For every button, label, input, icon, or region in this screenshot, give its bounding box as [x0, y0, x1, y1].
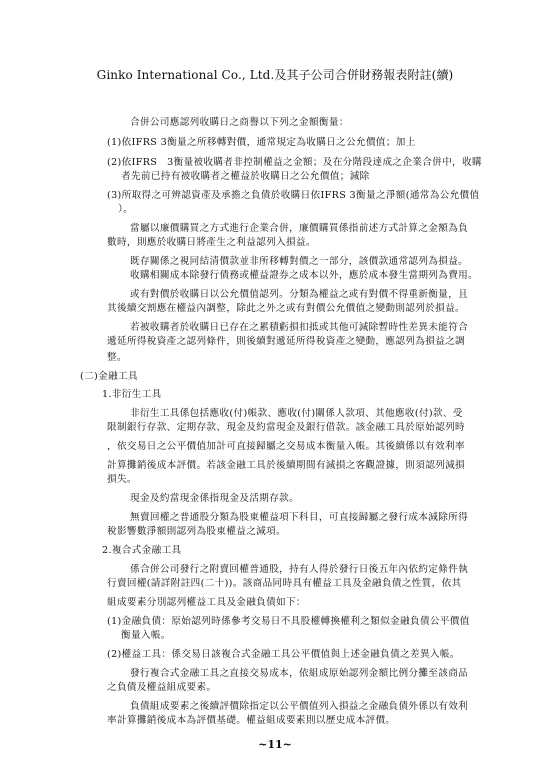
text-line: 稅影響數淨額則認列為股東權益之減項。: [107, 526, 286, 537]
text-line: ）。: [118, 204, 134, 215]
text-line: 計算攤銷後成本評價。若該金融工具於後續期間有減損之客觀證據，則須認列減損: [107, 460, 465, 471]
text-line: (2)權益工具：係交易日該複合式金融工具公平價值與上述金融負債之差異入帳。: [107, 649, 460, 660]
text-line: 損失。: [107, 474, 137, 485]
text-line: 收購相關成本除發行債務或權益證券之成本以外，應於成本發生當期列為費用。: [130, 270, 479, 281]
text-line: 無賣回權之普通股分類為股東權益項下科目，可直接歸屬之發行成本減除所得: [130, 512, 469, 523]
text-line: (1)金融負債：原始認列時係參考交易日不具股權轉換權利之類似金融負債公平價值: [107, 616, 470, 627]
text-line: 既存關係之視同結清價款並非所移轉對價之一部分，該價款通常認列為損益。: [130, 256, 469, 267]
text-line: 係合併公司發行之附賣回權普通股，持有人得於發行日後五年內依約定條件執: [130, 564, 469, 575]
text-line: 限制銀行存款、定期存款、現金及約當現金及銀行借款。該金融工具於原始認列時: [107, 422, 465, 433]
text-line: 現金及約當現金係指現金及活期存款。: [130, 493, 300, 504]
text-line: 之負債及權益組成要素。: [107, 682, 217, 693]
text-line: ，依交易日之公平價值加計可直接歸屬之交易成本衡量入帳。其後續係以有效利率: [107, 441, 465, 452]
text-line: 整。: [107, 352, 127, 363]
text-line: 率計算攤銷後成本為評價基礎。權益組成要素則以歷史成本評價。: [107, 715, 396, 726]
text-line: 若被收購者於收購日已存在之累積虧損扣抵或其他可減除暫時性差異未能符合: [130, 322, 469, 333]
text-line: 行賣回權(請詳附註四(二十))。該商品同時具有權益工具及金融負債之性質，依其: [107, 578, 462, 589]
text-line: 組成要素分別認列權益工具及金融負債如下：: [107, 597, 306, 608]
text-line: (3)所取得之可辨認資產及承擔之負債於收購日依IFRS 3衡量之淨額(通常為公允價值: [107, 190, 480, 201]
text-line: 合併公司應認列收購日之商譽以下列之金額衡量：: [130, 117, 349, 128]
text-line: 負債組成要素之後續評價除指定以公平價值列入損益之金融負債外係以有效利: [130, 701, 469, 712]
text-line: 或有對價於收購日以公允價值認列。分類為權益之或有對價不得重新衡量，且: [130, 289, 469, 300]
text-line: 遞延所得稅資產之認列條件，則後續對遞延所得稅資產之變動，應認列為損益之調: [107, 336, 465, 347]
section-heading: (二)金融工具: [80, 371, 138, 382]
text-line: 非衍生工具係包括應收(付)帳款、應收(付)關係人款項、其他應收(付)款、受: [130, 408, 463, 419]
text-line: 衡量入帳。: [121, 630, 171, 641]
page-number: ~11~: [258, 738, 292, 751]
text-line: (1)依IFRS 3衡量之所移轉對價，通常規定為收購日之公允價值；加上: [107, 137, 416, 148]
page-header-title: Ginko International Co., Ltd.及其子公司合併財務報表附註(續): [96, 68, 454, 82]
text-line: 數時，則應於收購日將產生之利益認列入損益。: [107, 237, 316, 248]
text-line: 當屬以廉價購買之方式進行企業合併，廉價購買係指前述方式計算之金額為負: [130, 223, 469, 234]
text-line: (2)依IFRS 3衡量被收購者非控制權益之金額；及在分階段達成之企業合併中，收購: [107, 157, 482, 168]
text-line: 者先前已持有被收購者之權益於收購日之公允價值；減除: [121, 171, 370, 182]
subsection-heading: 2.複合式金融工具: [102, 545, 182, 556]
text-line: 其後續交割應在權益內調整，除此之外之或有對價公允價值之變動則認列於損益。: [107, 303, 465, 314]
text-line: 發行複合式金融工具之直接交易成本，依組成原始認列金額比例分攤至該商品: [130, 668, 469, 679]
subsection-heading: 1.非衍生工具: [102, 389, 162, 400]
